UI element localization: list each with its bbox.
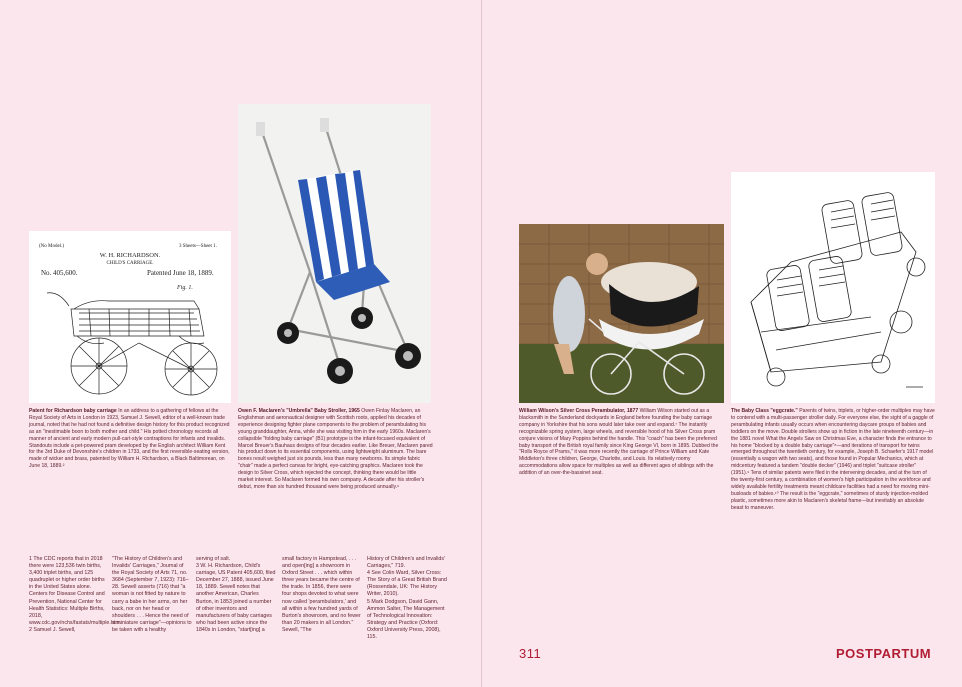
caption-maclaren-title: Owen F. Maclaren's "Umbrella" Baby Stroller, 1965 — [238, 408, 360, 414]
patent-header-right: 3 Sheets—Sheet 1. — [179, 244, 217, 249]
caption-maclaren — [238, 408, 433, 491]
eggcrate-line-art — [731, 172, 935, 403]
caption-richardson — [29, 408, 232, 470]
footnote-column-3: serving of salt. 3 W. H. Richardson, Child's carriage, US Patent 405,600, filed December 27, 1888, issued June 18, 1889. Sewell notes that another American, Charles Burton, in 1853 joined a number of other inventors and manufacturers of baby carriages who had been active since the 1840s in London, "start[ing] a — [196, 556, 276, 633]
patent-date: Patented June 18, 1889. — [147, 269, 214, 277]
caption-wilson-title: William Wilson's Silver Cross Perambulator, 1877 — [519, 408, 639, 414]
carriage-line-art — [47, 293, 217, 395]
caption-eggcrate-body: Parents of twins, triplets, or higher-order multiples may have to contend with a multi-passenger stroller daily. For everyone else, the sight of a gaggle of perambulating infants usually occurs when encountering daycare groups of babies and toddlers on the move. Double strollers show up in fiction in the late nineteenth century—in the 1881 novel What the Angels Saw on Christmas Eve, a character finds the entrance to his home "blocked by a double baby carriage"⁸—and iterations of transport for twins emerged throughout the twentieth century, for example, Joseph B. Schaefer's 1917 model (essentially a wagon with two seats), and those found in Popular Mechanics, which at midcentury featured a tandem "double decker" (1946) and triplet "suitcase stroller" (1951).⁹ Tens of similar patents were filed in the intervening decades, and at the turn of the twenty-first century, a combination of women's high participation in the workforce and widely available fertility treatments meant childcare facilities had a need for moving mini-busloads of babies.¹⁰ The result is the "eggcrate," sometimes of sturdy injection-molded plastic, sometimes more akin to Maclaren's skeletal frame—but inevitably an absolute beast to maneuver. — [731, 408, 935, 511]
section-title: POSTPARTUM — [836, 646, 932, 661]
page-spine — [481, 0, 482, 687]
eggcrate-stroller-drawing — [731, 172, 935, 403]
footnote-column-2: "The History of Children's and Invalids' Carriages," Journal of the Royal Society of Arts 71, no. 3684 (September 7, 1923): 716–28. Sewell asserts (716) that "a woman is not fitted by nature to carry a babe in her arms, on her back, nor on her head or shoulders . . . Hence the need of a miniature carriage"—opinions to be taken with a healthy — [112, 556, 192, 633]
caption-richardson-body: In an address to a gathering of fellows at the Royal Society of Arts in London in 1923, Samuel J. Sewell, editor of a well-known trade journal, noted that he had not found a definitive design history for this product recognized as an "inestimable boon to both mother and child." His potted chronology records all manner of ancient and early modern pull-cart-style contraptions for infants and invalids. Standouts include a pet-powered pram developed by the English architect William Kent for the 3rd Duke of Devonshire's children in 1733, and the first reversible-seating version, made of wicker and brass, patented by William H. Richardson, a Black Baltimorean, on June 18, 1889.² — [29, 408, 230, 470]
pram-photo-illustration — [519, 224, 724, 403]
caption-wilson-body: William Wilson started out as a blacksmith in the Sunderland dockyards in England before founding the baby carriage company in Yorkshire that his sons would later take over and expand.⁷ The instantly recognizable spring system, large wheels, and reversible hood of his Silver Cross pram conjure visions of Mary Poppins behind the handle. This "coach" has been the preferred baby transport of the British royal family since King George VI, born in 1895. Dubbed the "Rolls Royce of Prams," it was more recently the carriage of Prince William and Kate Middleton's three children, George, Charlotte, and Louis. Its relatively roomy accommodations allow space for multiples as well as different ages of siblings with the addition of an over-the-bassinet seat. — [519, 408, 719, 477]
umbrella-stroller-illustration — [238, 104, 431, 403]
patent-number: No. 405,600. — [41, 269, 78, 277]
umbrella-stroller-photo — [238, 104, 431, 403]
caption-eggcrate-title: The Baby Class "eggcrate." — [731, 408, 798, 414]
page-number: 311 — [519, 646, 542, 661]
patent-fig-label: Fig. 1. — [177, 285, 193, 291]
footnote-column-4: small factory in Hampstead, . . . and open[ing] a showroom in Oxford Street . . . which within three years became the centre of the trade. In 1856, there were four shops devoted to what were now called 'perambulators,' and all within a few hundred yards of Burton's showroom, and no fewer than 20 makers in all London." Sewell, "The — [282, 556, 361, 633]
patent-header-left: (No Model.) — [39, 244, 64, 249]
footnote-column-5: History of Children's and Invalids' Carriages," 719. 4 See Colin Ward, Silver Cross: The Story of a Great British Brand (Rossendale, UK: The History Writer, 2010). 5 Mark Dodgson, David Gann, Ammon Salter, The Management of Technological Innovation: Strategy and Practice (Oxford: Oxford University Press, 2008), 115. — [367, 556, 447, 641]
caption-eggcrate — [731, 408, 935, 512]
patent-drawing-image — [29, 231, 231, 403]
patent-carriage-illustration — [29, 231, 231, 403]
patent-subtitle: CHILD'S CARRIAGE. — [106, 261, 154, 266]
caption-maclaren-body: Owen Finlay Maclaren, an Englishman and aeronautical designer with Scottish roots, applied his decades of experience designing fighter plane components to the problem of perambulating his young granddaughter, Anna, while she was visiting him in the early 1960s. Maclaren's collapsible "folding baby carriage" (B1) prototype is the infant-focused equivalent of Marcel Breuer's Bauhaus designs of four decades earlier. Like Breuer, Maclaren pared his product down to its essential components, using lightweight aluminum. The bare bones result weighed just six pounds, less than many newborns. Its simple fabric "chair" made a perfect canvas for bright, eye-catching graphics. Maclaren took the design to Silver Cross, which rejected the concept, thinking there would be little market interest. So Maclaren formed his own company. A decade after his stroller's debut, more than six hundred thousand were being produced annually.⁶ — [238, 408, 433, 490]
caption-wilson — [519, 408, 724, 477]
caption-richardson-title: Patent for Richardson baby carriage — [29, 408, 117, 414]
footnote-column-1: 1 The CDC reports that in 2018 there were 123,536 twin births, 3,400 triplet births, and 125 quadruplet or higher order births in the United States alone. Centers for Disease Control and Prevention, National Center for Health Statistics: Multiple Births, 2018, www.cdc.gov/nchs/fastats/multiple.htm. 2 Samuel J. Sewell, — [29, 556, 122, 633]
silver-cross-pram-photo — [519, 224, 724, 403]
patent-inventor: W. H. RICHARDSON. — [99, 252, 161, 259]
